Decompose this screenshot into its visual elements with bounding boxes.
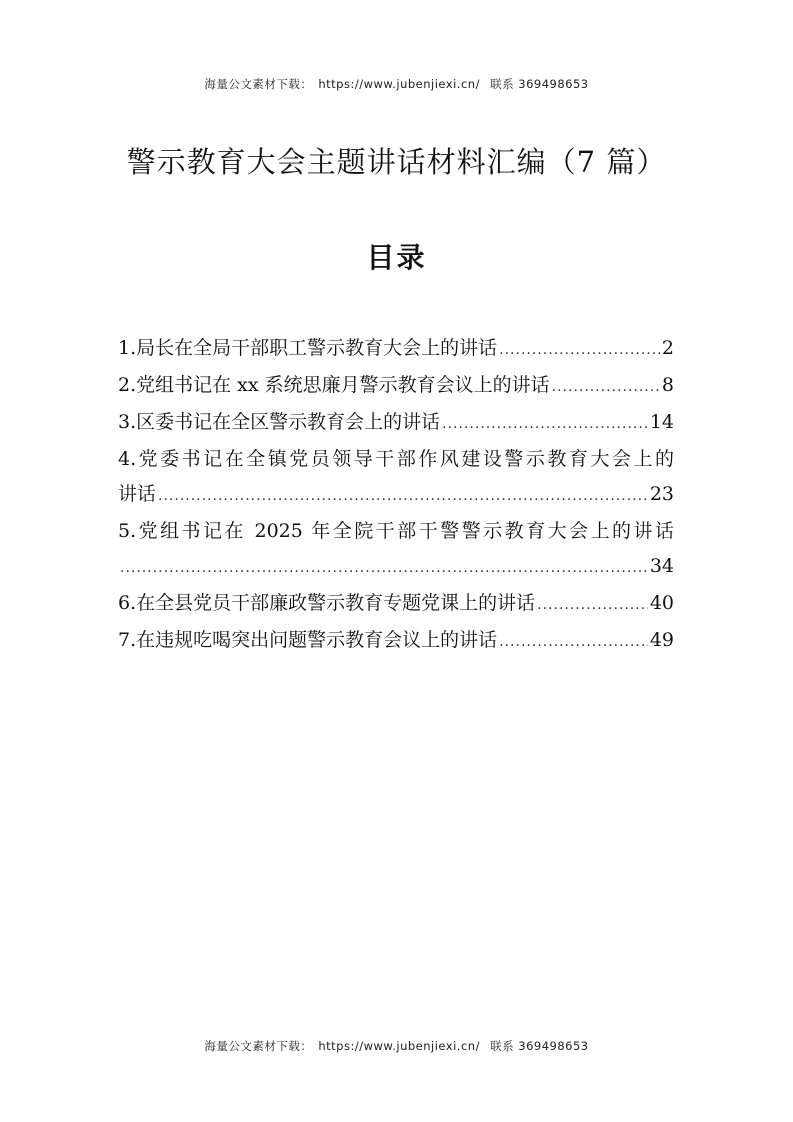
toc-page-number: 34 bbox=[649, 555, 674, 577]
toc-entry-title: 1.局长在全局干部职工警示教育大会上的讲话 bbox=[118, 337, 498, 359]
toc-entry-title-line1: 5.党组书记在 2025 年全院干部干警警示教育大会上的讲话 bbox=[118, 520, 674, 542]
toc-entry-title: 6.在全县党员干部廉政警示教育专题党课上的讲话 bbox=[118, 592, 536, 614]
toc-entry-4[interactable] bbox=[118, 442, 674, 514]
toc-page-number: 2 bbox=[661, 337, 674, 359]
toc-entry-1[interactable] bbox=[118, 331, 674, 368]
toc-dot-leader bbox=[537, 588, 648, 623]
header-url-link[interactable]: https://www.jubenjiexi.cn/ bbox=[318, 77, 480, 91]
page-footer-note bbox=[0, 1038, 793, 1054]
header-download-label: 海量公文素材下载： bbox=[204, 77, 313, 91]
toc-dot-leader bbox=[499, 625, 648, 660]
toc-entry-title-line2: 讲话 bbox=[118, 483, 157, 505]
toc-heading: 目录 bbox=[366, 241, 427, 274]
toc-page-number: 14 bbox=[649, 411, 674, 433]
toc-dot-leader bbox=[158, 479, 648, 514]
toc-entry-2[interactable] bbox=[118, 368, 674, 405]
footer-download-label: 海量公文素材下载： bbox=[204, 1039, 313, 1053]
toc-page-number: 8 bbox=[661, 374, 674, 396]
toc-entry-title: 7.在违规吃喝突出问题警示教育会议上的讲话 bbox=[118, 629, 498, 651]
toc-entry-title: 3.区委书记在全区警示教育会上的讲话 bbox=[118, 411, 441, 433]
toc-dot-leader bbox=[442, 407, 648, 442]
toc-dot-leader bbox=[499, 333, 660, 368]
page-header-note bbox=[0, 76, 793, 92]
toc-dot-leader bbox=[120, 551, 648, 586]
toc-page-number: 23 bbox=[649, 483, 674, 505]
document-title: 警示教育大会主题讲话材料汇编（7 篇） bbox=[126, 145, 667, 179]
toc-page-number: 49 bbox=[649, 629, 674, 651]
toc-entry-title: 2.党组书记在 xx 系统思廉月警示教育会议上的讲话 bbox=[118, 374, 550, 396]
footer-url-link[interactable]: https://www.jubenjiexi.cn/ bbox=[318, 1039, 480, 1053]
header-contact: 联系 369498653 bbox=[490, 77, 589, 91]
toc-entry-title-line1: 4.党委书记在全镇党员领导干部作风建设警示教育大会上的 bbox=[118, 448, 674, 470]
toc-entry-5[interactable] bbox=[118, 514, 674, 586]
toc-dot-leader bbox=[552, 370, 660, 405]
toc-page-number: 40 bbox=[649, 592, 674, 614]
toc-entry-6[interactable] bbox=[118, 586, 674, 623]
toc-entry-7[interactable] bbox=[118, 623, 674, 660]
footer-contact: 联系 369498653 bbox=[490, 1039, 589, 1053]
table-of-contents bbox=[118, 331, 674, 660]
toc-entry-3[interactable] bbox=[118, 405, 674, 442]
